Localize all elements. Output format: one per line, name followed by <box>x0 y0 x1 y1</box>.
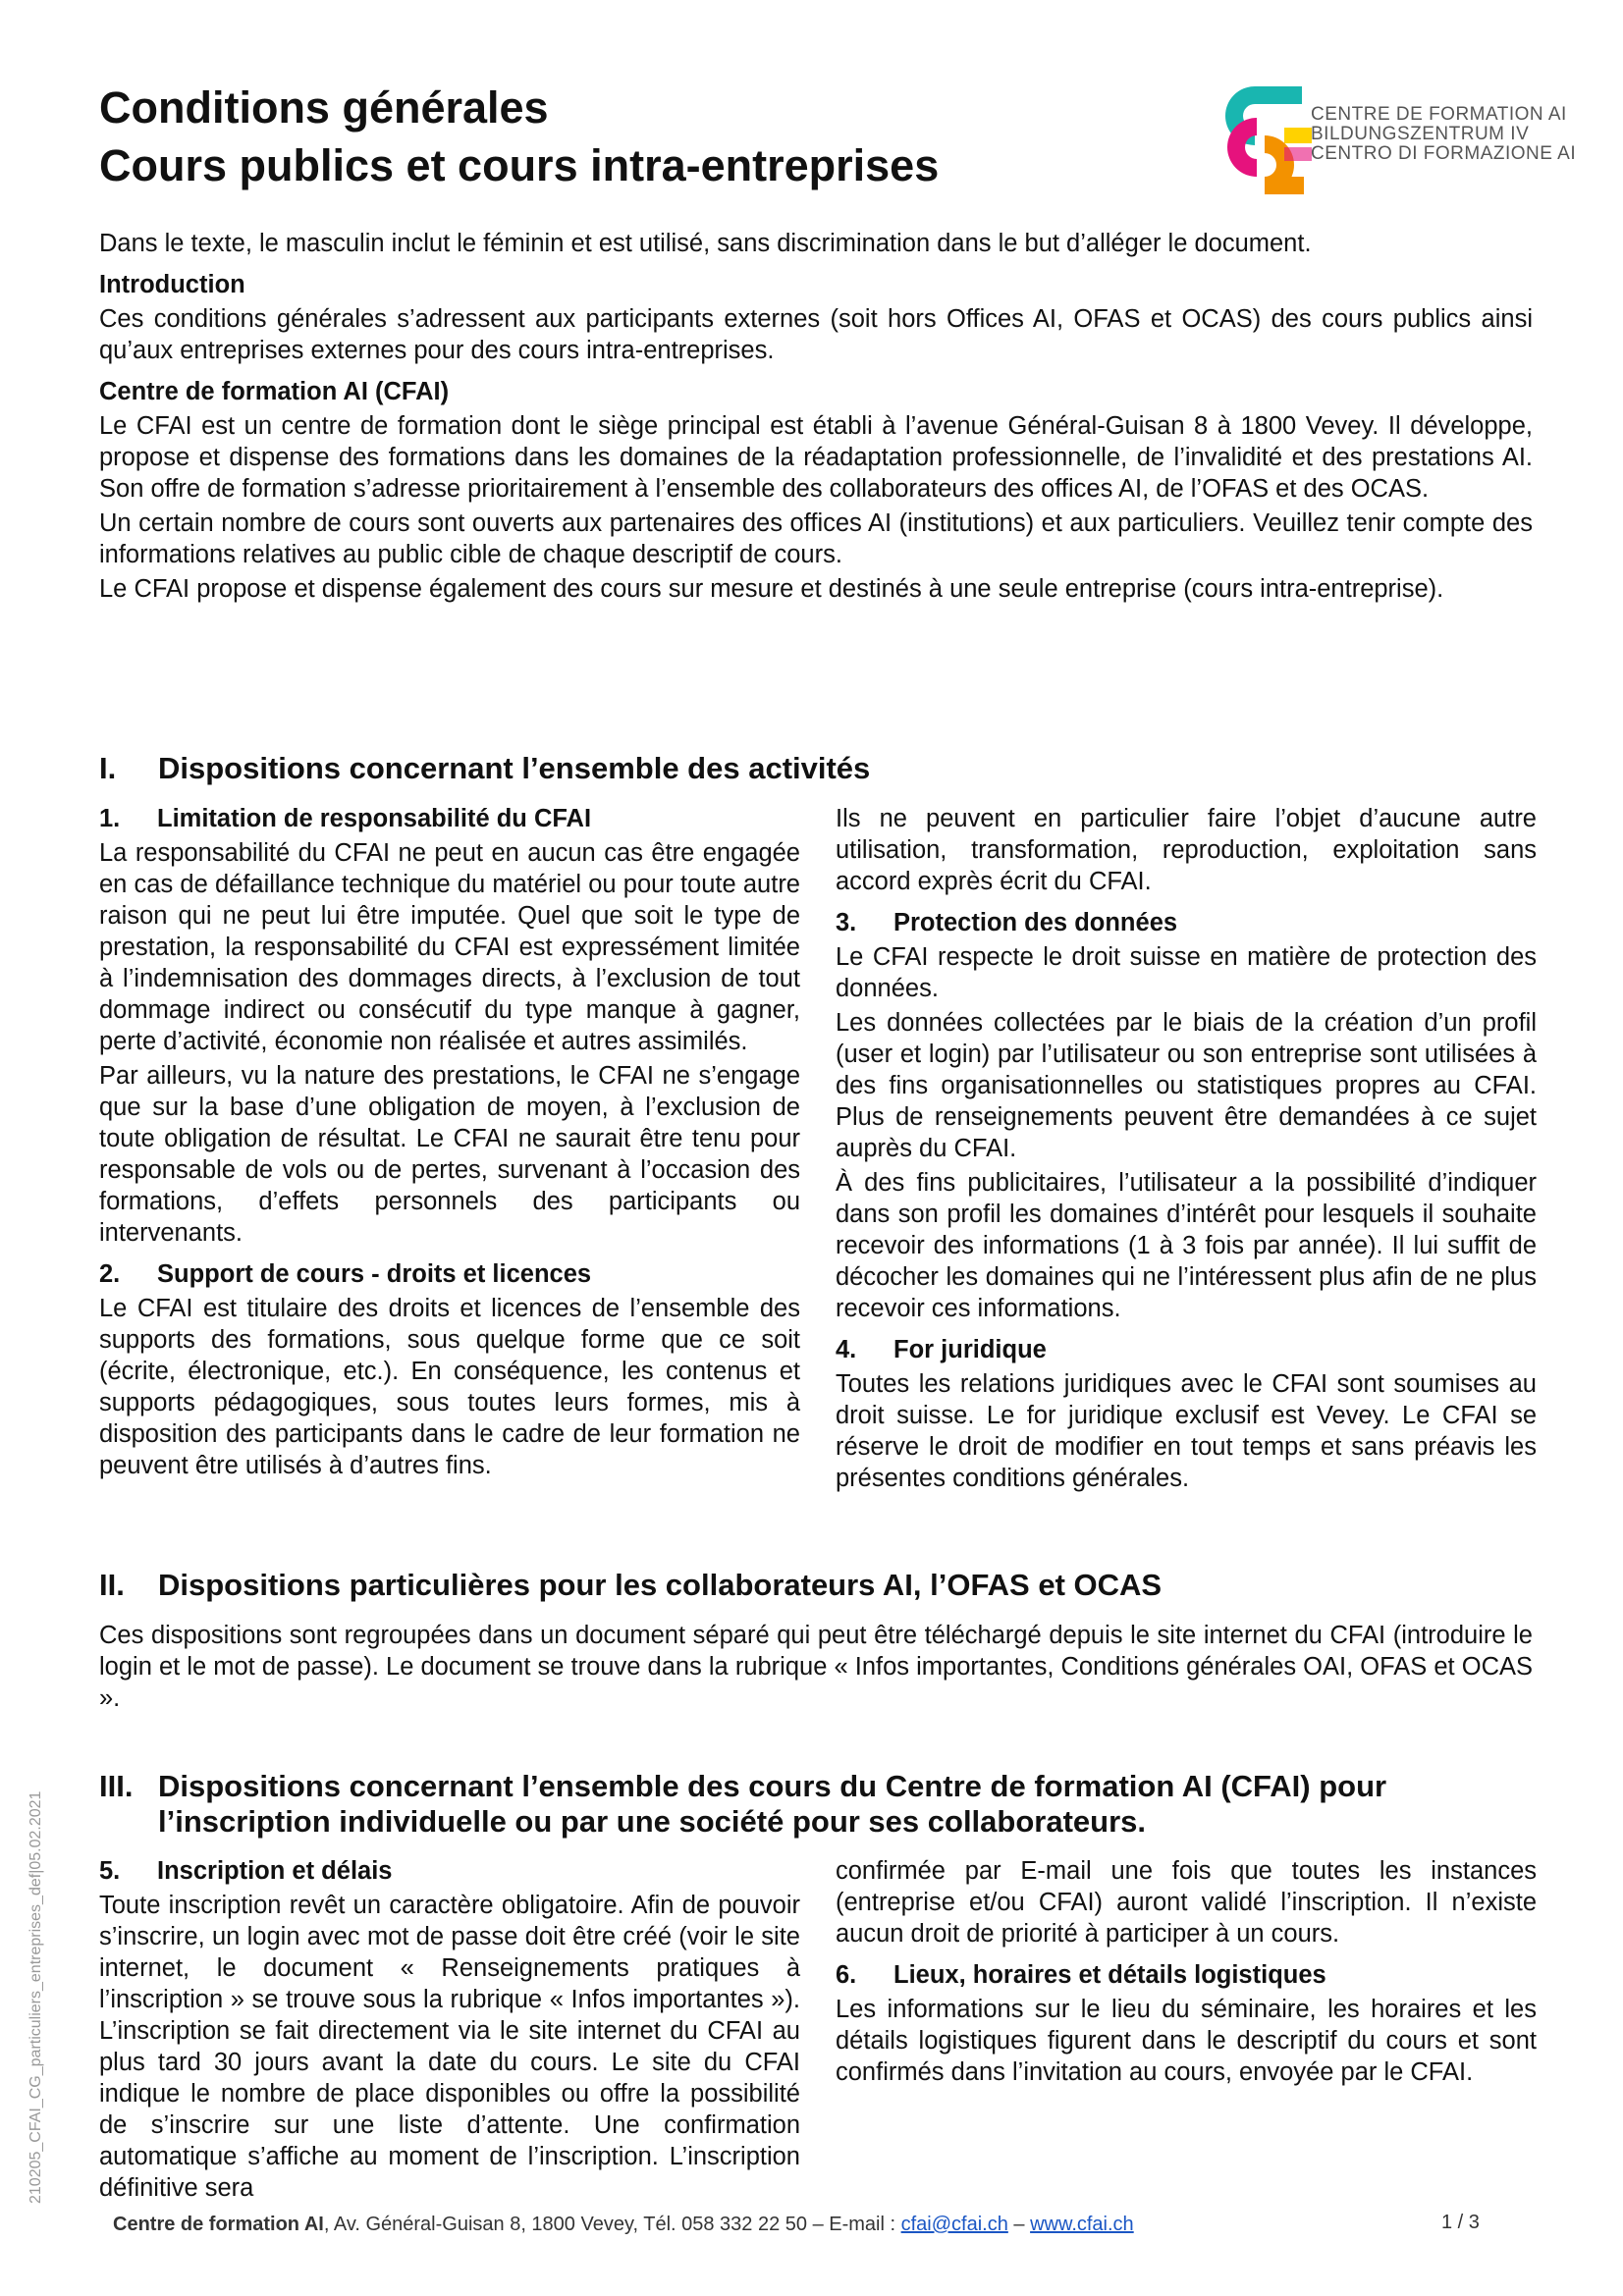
footer-org: Centre de formation AI <box>113 2214 324 2235</box>
subsection-6-text: Les informations sur le lieu du séminaire, les horaires et les détails logistiques figurent dans le descriptif du cours et sont confirmés dans l’invitation au cours, envoyée par le CFAI. <box>836 1996 1537 2086</box>
subsection-1-paragraph-2: Par ailleurs, vu la nature des prestations, le CFAI ne s’engage que sur la base d’une obligation de moyen, à l’exclusion de toute obligation de résultat. Le CFAI ne saurait être tenu pour responsable de vols ou de pertes, survenant à l’occasion des formations, d’effets personnels des participants ou intervenants. <box>99 1062 800 1247</box>
subsection-1-paragraph-1: La responsabilité du CFAI ne peut en aucun cas être engagée en cas de défaillance technique du matériel ou pour toute autre raison qui ne peut lui être imputée. Quel que soit le type de prestation, la responsabilité du CFAI est expressément limitée à l’indemnisation des dommages directs, à l’exclusion de tout dommage indirect ou consécutif du type manque à gagner, perte d’activité, économie non réalisée et autres assimilés. <box>99 839 800 1055</box>
title-line-2: Cours publics et cours intra-entreprises <box>99 140 940 190</box>
section-2-text-block <box>99 1620 1533 1717</box>
subsection-2-paragraph-2: Ils ne peuvent en particulier faire l’objet d’aucune autre utilisation, transformation, reproduction, exploitation sans accord exprès écrit du CFAI. <box>836 805 1537 895</box>
disclaimer: Dans le texte, le masculin inclut le féminin et est utilisé, sans discrimination dans le but d’alléger le document. <box>99 230 1312 257</box>
footer-address: , Av. Général-Guisan 8, 1800 Vevey, Tél. 058 332 22 50 – E-mail : <box>323 2214 901 2235</box>
introduction-heading: Introduction <box>99 271 245 298</box>
subsection-5-text-right: confirmée par E-mail une fois que toutes les instances (entreprise et/ou CFAI) auront validé l’inscription. Il n’existe aucun droit de priorité à participer à un cours. <box>836 1857 1537 1948</box>
section-3-title: Dispositions concernant l’ensemble des cours du Centre de formation AI (CFAI) pour l’inscription individuelle ou par une société pour ses collaborateurs. <box>158 1769 1387 1839</box>
document-reference-side-text: 210205_CFAI_CG_particuliers_entreprises_def|05.02.2021 <box>27 1790 44 2204</box>
logo-line-2: BILDUNGSZENTRUM IV <box>1311 124 1530 144</box>
cfai-paragraph-1: Le CFAI est un centre de formation dont le siège principal est établi à l’avenue Général-Guisan 8 à 1800 Vevey. Il développe, propose et dispense des formations dans les domaines de la réadaptation professionnelle, de l’invalidité et des prestations AI. Son offre de formation s’adresse prioritairement à l’ensemble des collaborateurs des offices AI, de l’OFAS et des OCAS. <box>99 412 1533 503</box>
logo-text <box>1311 105 1576 164</box>
title-line-1: Conditions générales <box>99 82 549 133</box>
subsection-3-paragraph-3: À des fins publicitaires, l’utilisateur a la possibilité d’indiquer dans son profil les domaines d’intérêt pour lesquels il souhaite recevoir des informations (1 à 3 fois par année). Il lui suffit de décocher les domaines qui ne l’intéressent plus afin de ne plus recevoir ces informations. <box>836 1169 1537 1322</box>
section-2-title: Dispositions particulières pour les collaborateurs AI, l’OFAS et OCAS <box>158 1568 1163 1602</box>
logo-line-1: CENTRE DE FORMATION AI <box>1311 104 1567 125</box>
section-3-left-column <box>99 1855 800 2207</box>
subsection-5-text-left: Toute inscription revêt un caractère obligatoire. Afin de pouvoir s’inscrire, un login avec mot de passe doit être créé (voir le site internet, le document « Renseignements pratiques à l’inscription » se trouve sous la rubrique « Infos importantes »). L’inscription se fait directement via le site internet du CFAI au plus tard 30 jours avant la date du cours. Le site du CFAI indique le nombre de place disponibles ou offre la possibilité de s’inscrire sur une liste d’attente. Une confirmation automatique s’affiche au moment de l’inscription. L’inscription définitive sera <box>99 1892 800 2202</box>
footer-separator: – <box>1007 2214 1031 2235</box>
subsection-3-paragraph-1: Le CFAI respecte le droit suisse en matière de protection des données. <box>836 943 1537 1002</box>
section-1-number: I. <box>99 751 117 785</box>
logo-line-3: CENTRO DI FORMAZIONE AI <box>1311 143 1577 164</box>
page-footer <box>113 2212 1488 2237</box>
cfai-paragraph-3: Le CFAI propose et dispense également des cours sur mesure et destinés à une seule entreprise (cours intra-entreprise). <box>99 575 1444 603</box>
section-1-heading <box>99 751 1533 786</box>
section-3-right-column <box>836 1855 1537 2091</box>
section-1-right-column <box>836 803 1537 1497</box>
intro-section <box>99 228 1533 608</box>
subsection-3-heading: 3. Protection des données <box>836 909 1178 936</box>
footer-email-link[interactable]: cfai@cfai.ch <box>900 2214 1008 2235</box>
section-1-left-column <box>99 803 800 1484</box>
section-3-heading <box>99 1769 1533 1840</box>
cfai-heading: Centre de formation AI (CFAI) <box>99 378 450 405</box>
subsection-2-paragraph-1: Le CFAI est titulaire des droits et licences de l’ensemble des supports des formations, sous quelque forme que ce soit (écrite, électronique, etc.). En conséquence, les contenus et supports pédagogiques, sous toutes leurs formes, mis à disposition des participants dans le cadre de leur formation ne peuvent être utilisés à d’autres fins. <box>99 1295 800 1479</box>
section-3-number: III. <box>99 1769 134 1803</box>
section-2-heading <box>99 1568 1533 1603</box>
cfai-paragraph-2: Un certain nombre de cours sont ouverts aux partenaires des offices AI (institutions) et aux particuliers. Veuillez tenir compte des informations relatives au public cible de chaque descriptif de cours. <box>99 509 1533 568</box>
subsection-4-heading: 4. For juridique <box>836 1336 1047 1363</box>
page-number: 1 / 3 <box>1441 2212 1480 2233</box>
document-title <box>99 79 1179 194</box>
subsection-2-heading: 2. Support de cours - droits et licences <box>99 1260 592 1288</box>
subsection-3-paragraph-2: Les données collectées par le biais de la création d’un profil (user et login) par l’utilisateur ou son entreprise sont utilisées à des fins organisationnelles ou statistiques propres au CFAI. Plus de renseignements peuvent être demandées à ce sujet auprès du CFAI. <box>836 1009 1537 1162</box>
subsection-4-paragraph-1: Toutes les relations juridiques avec le CFAI sont soumises au droit suisse. Le for juridique exclusif est Vevey. Le CFAI se réserve le droit de modifier en tout temps et sans préavis les présentes conditions générales. <box>836 1370 1537 1492</box>
subsection-6-heading: 6. Lieux, horaires et détails logistiques <box>836 1961 1326 1989</box>
introduction-text: Ces conditions générales s’adressent aux participants externes (soit hors Offices AI, OFAS et OCAS) des cours publics ainsi qu’aux entreprises externes pour des cours intra-entreprises. <box>99 305 1533 364</box>
section-2-number: II. <box>99 1568 125 1602</box>
section-2-text: Ces dispositions sont regroupées dans un document séparé qui peut être téléchargé depuis le site internet du CFAI (introduire le login et le mot de passe). Le document se trouve dans la rubrique « Infos importantes, Conditions générales OAI, OFAS et OCAS ». <box>99 1622 1533 1712</box>
subsection-5-heading: 5. Inscription et délais <box>99 1857 393 1885</box>
footer-website-link[interactable]: www.cfai.ch <box>1030 2214 1134 2235</box>
section-1-title: Dispositions concernant l’ensemble des activités <box>158 751 871 785</box>
subsection-1-heading: 1. Limitation de responsabilité du CFAI <box>99 805 592 832</box>
